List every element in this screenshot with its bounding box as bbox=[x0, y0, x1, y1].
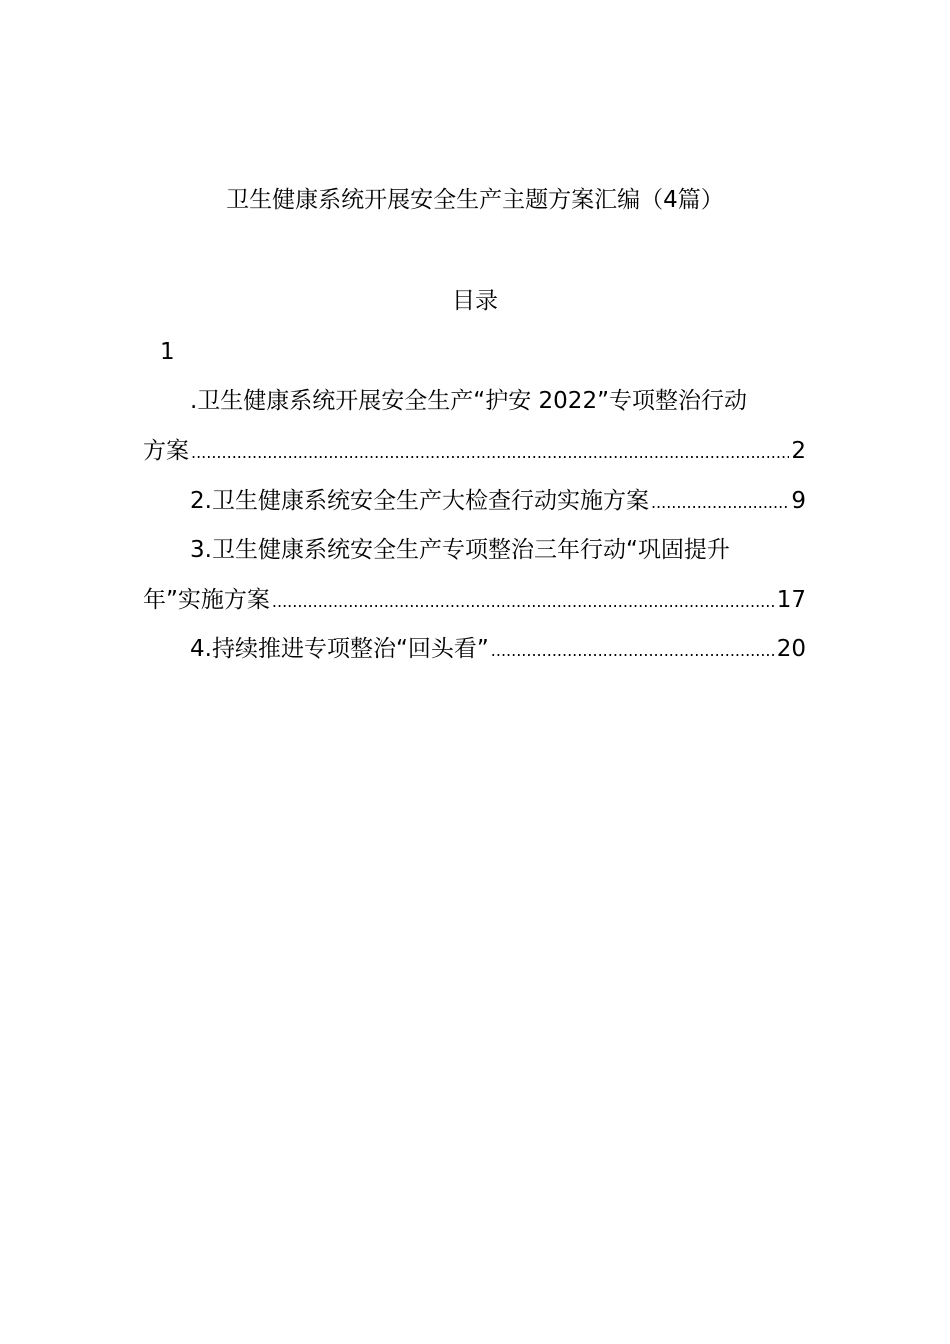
toc-entry-1-title-end: 方案 bbox=[143, 438, 189, 464]
toc-leader-dots bbox=[272, 585, 775, 619]
toc-leader-dots bbox=[491, 634, 775, 668]
toc-entry-1-line-2[interactable] bbox=[143, 434, 806, 468]
toc-entry-4-page: 20 bbox=[776, 636, 806, 662]
toc-entry-2-title: 2.卫生健康系统安全生产大检查行动实施方案 bbox=[190, 488, 649, 514]
toc-entry-2[interactable] bbox=[190, 484, 806, 518]
toc-entry-3-line-2[interactable] bbox=[143, 583, 806, 617]
toc-entry-4-title: 4.持续推进专项整治“回头看” bbox=[190, 636, 489, 662]
document-title: 卫生健康系统开展安全生产主题方案汇编（4篇） bbox=[226, 187, 724, 213]
toc-leader-dots bbox=[651, 486, 789, 520]
toc-leader-dots bbox=[191, 436, 789, 470]
toc-entry-1-page: 2 bbox=[791, 438, 806, 464]
toc-entry-3-page: 17 bbox=[776, 587, 806, 613]
toc-entry-4[interactable] bbox=[190, 632, 806, 666]
toc-entry-1-line-1[interactable]: .卫生健康系统开展安全生产“护安 2022”专项整治行动 bbox=[190, 388, 747, 414]
toc-heading: 目录 bbox=[452, 288, 498, 314]
toc-entry-2-page: 9 bbox=[791, 488, 806, 514]
toc-stray-number: 1 bbox=[160, 339, 175, 365]
toc-entry-3-title-end: 年”实施方案 bbox=[143, 587, 270, 613]
toc-entry-3-line-1[interactable]: 3.卫生健康系统安全生产专项整治三年行动“巩固提升 bbox=[190, 537, 730, 563]
